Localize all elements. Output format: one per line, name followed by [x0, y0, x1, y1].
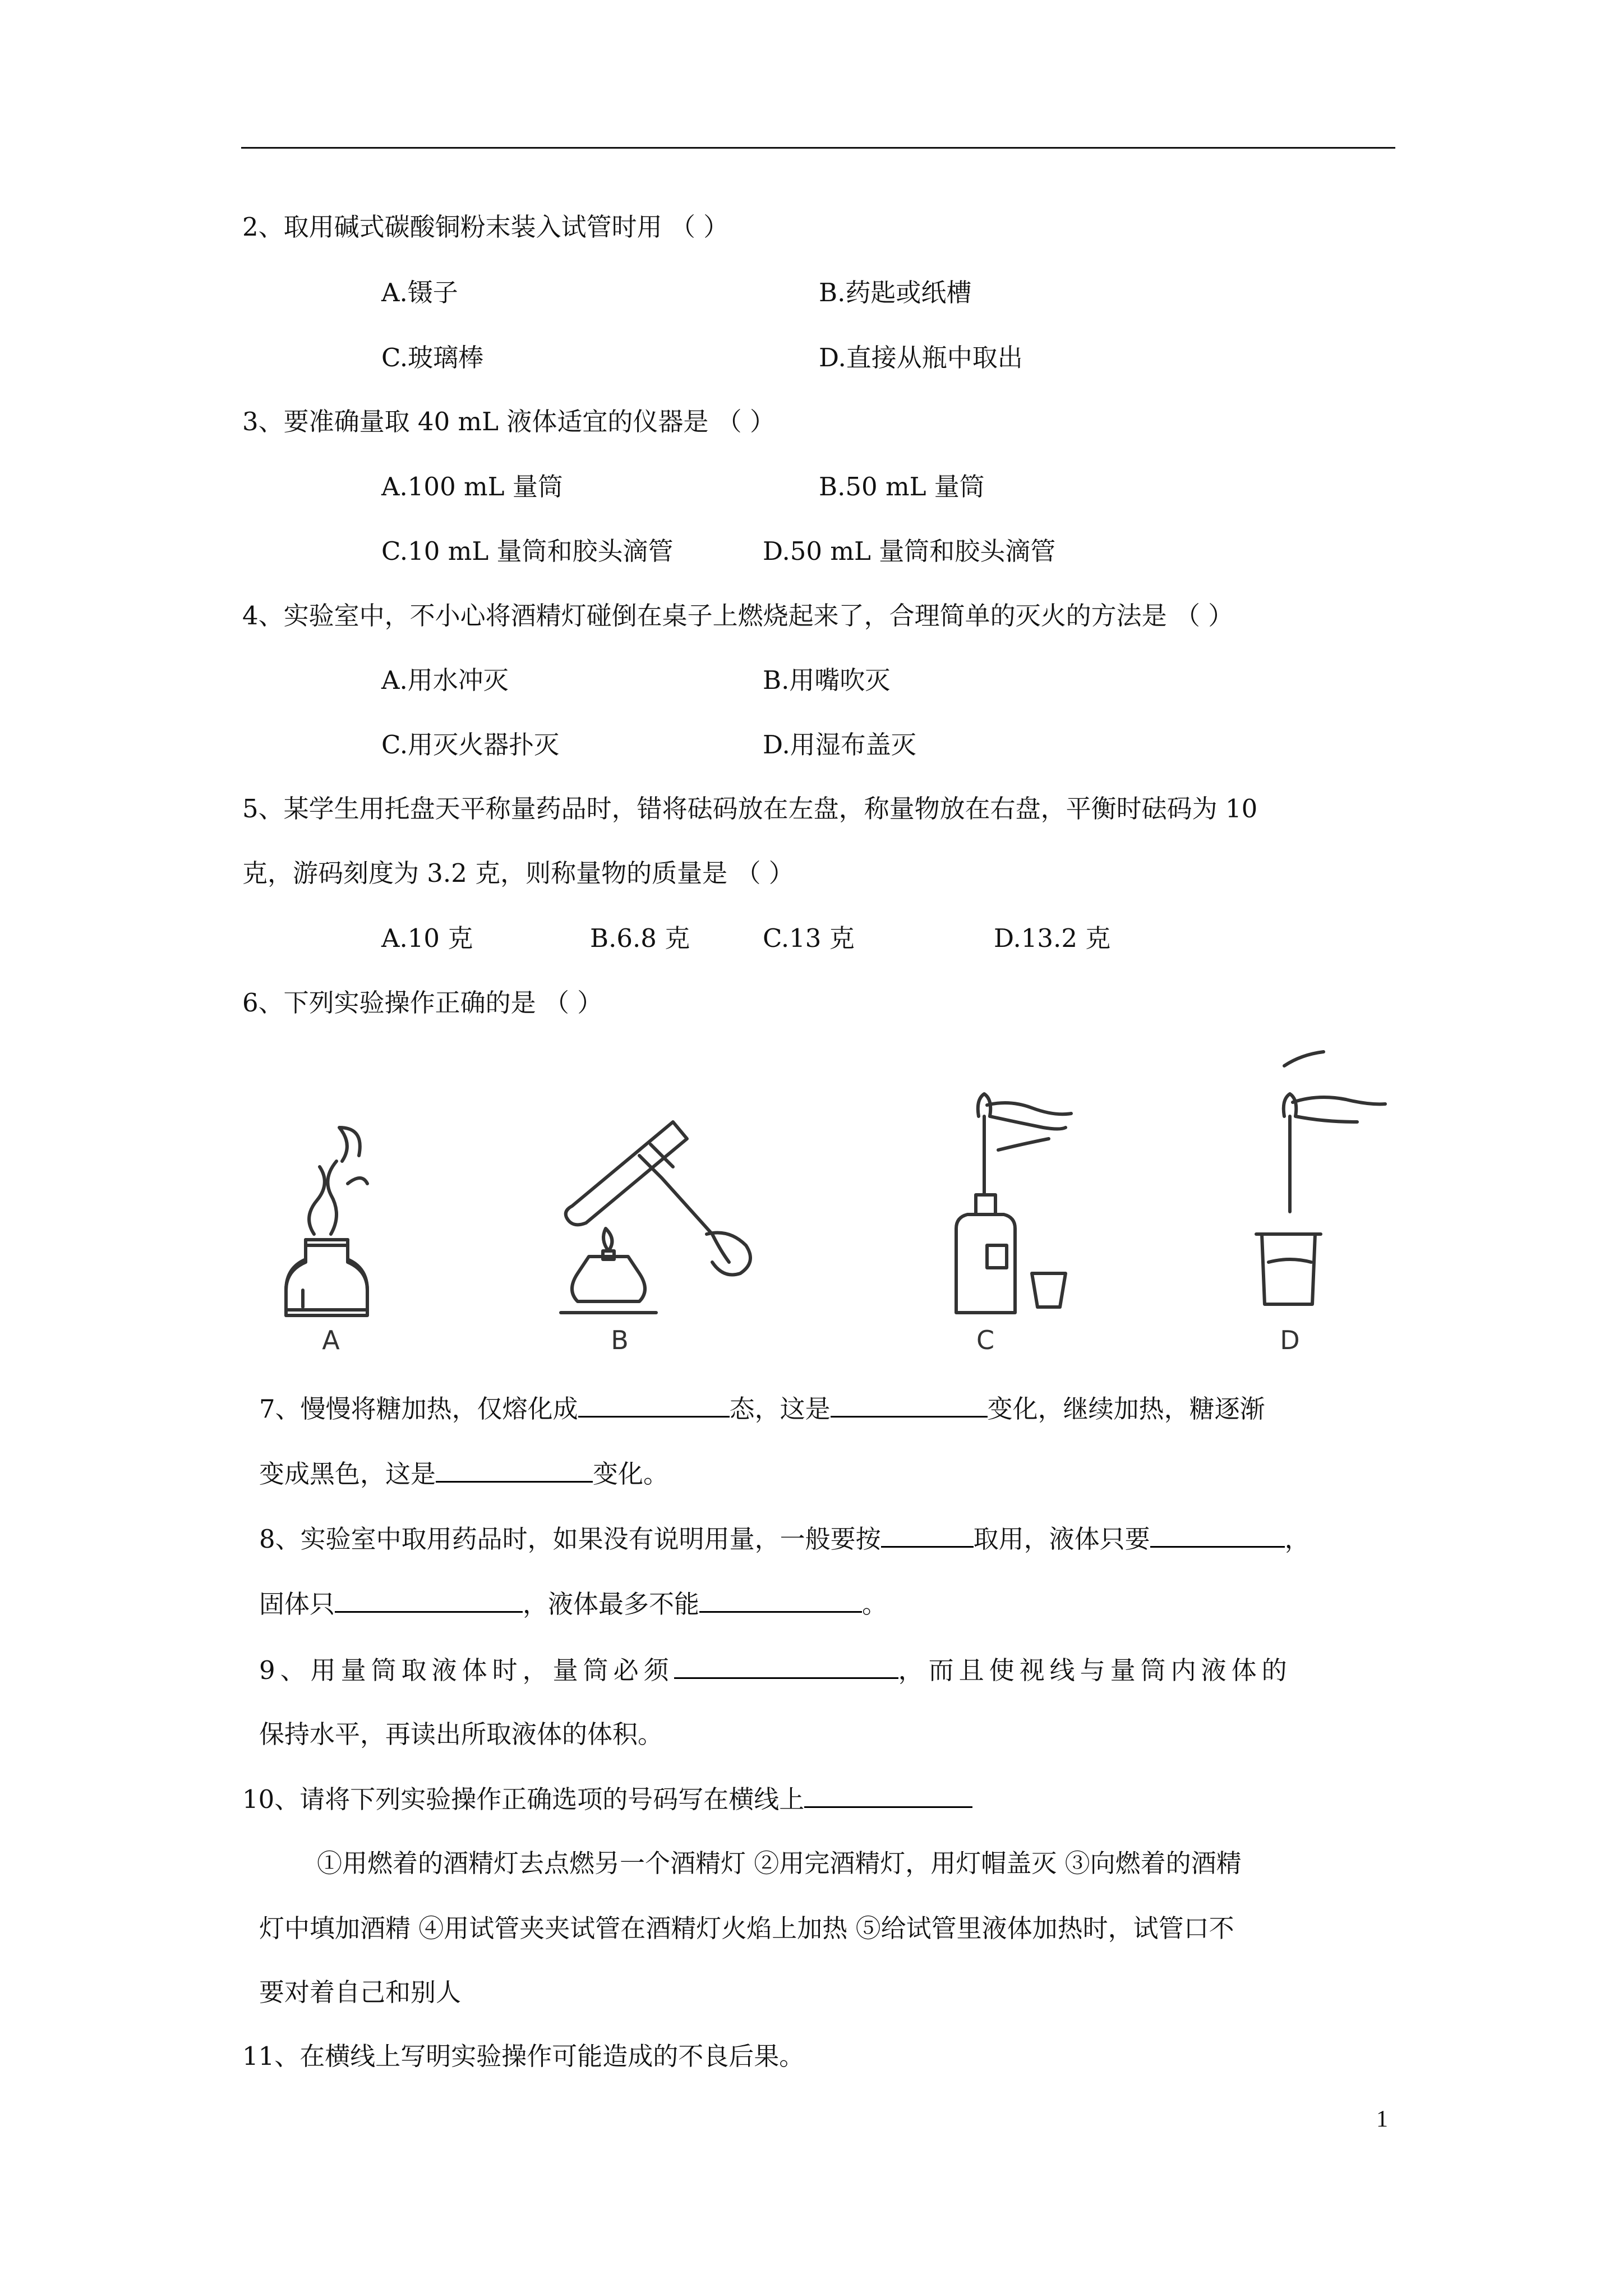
q4-option-a: A.用水冲灭: [381, 665, 509, 695]
q5-option-d: D.13.2 克: [994, 923, 1111, 953]
q8-text-6: 。: [862, 1589, 888, 1619]
q3-option-b: B.50 mL 量筒: [819, 472, 985, 501]
q7-text-2: 态，这是: [729, 1394, 831, 1424]
q8-line1: [259, 1521, 1310, 1556]
q9-blank-1[interactable]: [674, 1653, 898, 1679]
q3-option-c: C.10 mL 量筒和胶头滴管: [381, 536, 674, 566]
figure-b-heating: [561, 1122, 750, 1313]
q7-text-1: 7、慢慢将糖加热，仅熔化成: [259, 1394, 578, 1424]
figure-d-beaker: [1256, 1052, 1385, 1304]
q10-line3: 要对着自己和别人: [259, 1977, 462, 2007]
q2-stem: 2、取用碱式碳酸铜粉末装入试管时用 （ ）: [242, 212, 729, 242]
figure-label-b: B: [611, 1325, 629, 1355]
q5-option-c: C.13 克: [763, 923, 855, 953]
q10-stem: 10、请将下列实验操作正确选项的号码写在横线上: [242, 1784, 805, 1814]
q8-text-3: ，: [1284, 1524, 1310, 1554]
q4-option-d: D.用湿布盖灭: [763, 730, 916, 760]
q5-option-a: A.10 克: [381, 923, 473, 953]
q5-option-b: B.6.8 克: [590, 923, 690, 953]
page-number: 1: [1376, 2106, 1388, 2132]
q8-text-4: 固体只: [259, 1589, 335, 1619]
q9-line1: [259, 1653, 1292, 1687]
q8-text-2: 取用，液体只要: [973, 1524, 1150, 1554]
q11-stem: 11、在横线上写明实验操作可能造成的不良后果。: [242, 2041, 805, 2071]
q4-option-c: C.用灭火器扑灭: [381, 730, 560, 760]
q7-text-5: 变化。: [593, 1459, 669, 1489]
figure-a-bottle: [286, 1128, 367, 1310]
q7-blank-2[interactable]: [831, 1391, 988, 1418]
q7-line2: [259, 1456, 668, 1491]
q3-option-d: D.50 mL 量筒和胶头滴管: [763, 536, 1056, 566]
figure-label-a: A: [322, 1325, 340, 1355]
q2-option-d: D.直接从瓶中取出: [819, 343, 1023, 372]
q7-line1: [259, 1391, 1265, 1426]
q2-option-c: C.玻璃棒: [381, 343, 484, 372]
q8-line2: [259, 1586, 887, 1621]
q8-blank-1[interactable]: [881, 1521, 974, 1548]
q10-line1: ①用燃着的酒精灯去点燃另一个酒精灯 ②用完酒精灯，用灯帽盖灭 ③向燃着的酒精: [317, 1848, 1242, 1878]
q7-text-3: 变化，继续加热，糖逐渐: [987, 1394, 1265, 1424]
q7-text-4: 变成黑色，这是: [259, 1459, 436, 1489]
figure-c-dropper: [956, 1094, 1071, 1313]
q6-stem: 6、下列实验操作正确的是 （ ）: [242, 988, 603, 1018]
figure-label-c: C: [976, 1325, 995, 1355]
q9-text-2: ，而且使视线与量筒内液体的: [898, 1655, 1292, 1685]
q5-line1: 5、某学生用托盘天平称量药品时，错将砝码放在左盘，称量物放在右盘，平衡时砝码为 10: [242, 794, 1258, 823]
q8-text-5: ，液体最多不能: [523, 1589, 700, 1619]
q9-text-1: 9、用量筒取液体时，量筒必须: [259, 1655, 674, 1685]
figure-label-d: D: [1280, 1325, 1300, 1355]
q9-line2: 保持水平，再读出所取液体的体积。: [259, 1719, 663, 1749]
q4-stem: 4、实验室中，不小心将酒精灯碰倒在桌子上燃烧起来了，合理简单的灭火的方法是 （ ）: [242, 601, 1234, 631]
q2-option-a: A.镊子: [381, 278, 458, 307]
q8-blank-3[interactable]: [335, 1586, 523, 1613]
q3-option-a: A.100 mL 量筒: [381, 472, 563, 501]
q4-option-b: B.用嘴吹灭: [763, 665, 891, 695]
q8-text-1: 8、实验室中取用药品时，如果没有说明用量，一般要按: [259, 1524, 881, 1554]
q7-blank-3[interactable]: [436, 1456, 593, 1483]
q5-line2: 克，游码刻度为 3.2 克，则称量物的质量是 （ ）: [242, 858, 794, 888]
q8-blank-4[interactable]: [699, 1586, 862, 1613]
q8-blank-2[interactable]: [1150, 1521, 1285, 1548]
q10-line2: 灯中填加酒精 ④用试管夹夹试管在酒精灯火焰上加热 ⑤给试管里液体加热时，试管口不: [259, 1913, 1234, 1943]
q3-stem: 3、要准确量取 40 mL 液体适宜的仪器是 （ ）: [242, 407, 775, 436]
q7-blank-1[interactable]: [578, 1391, 730, 1418]
q2-option-b: B.药匙或纸槽: [819, 278, 972, 307]
q10-line0: [242, 1782, 972, 1816]
figure-a-body: [286, 1245, 367, 1315]
q10-blank[interactable]: [804, 1782, 972, 1808]
